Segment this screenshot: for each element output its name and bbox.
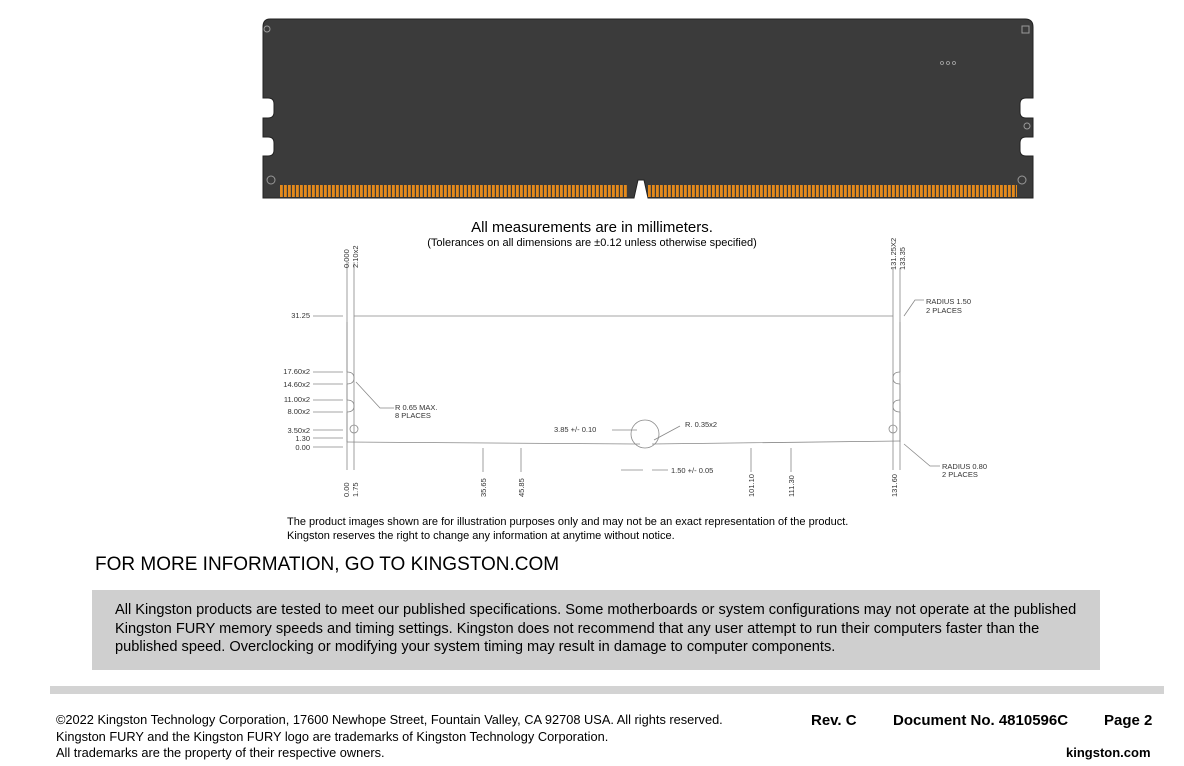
dim-left-0: 31.25 xyxy=(291,311,310,320)
radius-bottom-right-0: RADIUS 0.80 xyxy=(942,462,988,471)
disclaimer-line-1: The product images shown are for illustration purposes only and may not be an exact representation of the product. xyxy=(287,516,849,528)
dim-bottom-0: 0.00 xyxy=(342,482,351,497)
dim-left-4: 8.00x2 xyxy=(287,407,310,416)
radius-top-right-1: 2 PLACES xyxy=(926,306,962,315)
dim-bottom-1: 1.75 xyxy=(351,482,360,497)
footer-copyright: ©2022 Kingston Technology Corporation, 17600 Newhope Street, Fountain Valley, CA 92708 USA. All rights reserved. xyxy=(56,712,723,727)
notch-width-callout: 3.85 +/- 0.10 xyxy=(554,425,597,434)
dim-top-right-0: 131.25X2 xyxy=(889,237,898,270)
disclaimer-line-2: Kingston reserves the right to change any information at anytime without notice. xyxy=(287,530,675,542)
dim-left-1: 17.60x2 xyxy=(283,367,310,376)
website-link[interactable]: kingston.com xyxy=(1066,745,1151,760)
dim-left-6: 1.30 xyxy=(295,434,310,443)
dim-top-right-1: 133.35 xyxy=(898,247,907,270)
dim-bottom-6: 131.60 xyxy=(890,474,899,497)
radius-top-right-0: RADIUS 1.50 xyxy=(926,297,972,306)
dim-bottom-5: 111.30 xyxy=(787,475,796,497)
radius-left-0: R 0.65 MAX. xyxy=(395,403,438,412)
notice-text: All Kingston products are tested to meet our published specifications. Some motherboards or system configurations may not operate at the published Kingston FURY memory speeds and timing settings. Kingston does not recommend that any user attempt to run their computers faster than the published speed. Overclocking or modifying your system timing may result in damage to computer components. xyxy=(115,602,1077,655)
document-number: Document No. 4810596C xyxy=(893,712,1069,729)
dim-bottom-3: 45.85 xyxy=(517,478,526,497)
notch-slot-callout: 1.50 +/- 0.05 xyxy=(671,466,714,475)
dim-top-left-1: 2.10x2 xyxy=(351,245,360,268)
footer-trademark-1: Kingston FURY and the Kingston FURY logo are trademarks of Kingston Technology Corporation. xyxy=(56,728,609,744)
product-disclaimer xyxy=(287,515,848,543)
notch-radius-callout: R. 0.35x2 xyxy=(685,420,718,429)
dim-bottom-4: 101.10 xyxy=(747,474,756,497)
footer-divider xyxy=(50,686,1164,694)
measurement-subtitle: (Tolerances on all dimensions are ±0.12 unless otherwise specified) xyxy=(427,237,757,249)
footer-legal xyxy=(56,712,723,762)
dim-left-2: 14.60x2 xyxy=(283,380,310,389)
dim-top-left-0: 0.000 xyxy=(342,249,351,268)
dim-left-3: 11.00x2 xyxy=(283,395,310,404)
revision-label: Rev. C xyxy=(811,712,857,729)
dim-left-5: 3.50x2 xyxy=(287,426,310,435)
page-number: Page 2 xyxy=(1104,712,1153,729)
radius-left-1: 8 PLACES xyxy=(395,411,431,420)
more-info-heading: FOR MORE INFORMATION, GO TO KINGSTON.COM xyxy=(95,554,560,575)
measurement-title: All measurements are in millimeters. xyxy=(471,219,713,236)
radius-bottom-right-1: 2 PLACES xyxy=(942,470,978,479)
dim-left-7: 0.00 xyxy=(295,443,310,452)
dim-bottom-2: 35.65 xyxy=(479,478,488,497)
footer-trademark-2: All trademarks are the property of their respective owners. xyxy=(56,745,385,760)
